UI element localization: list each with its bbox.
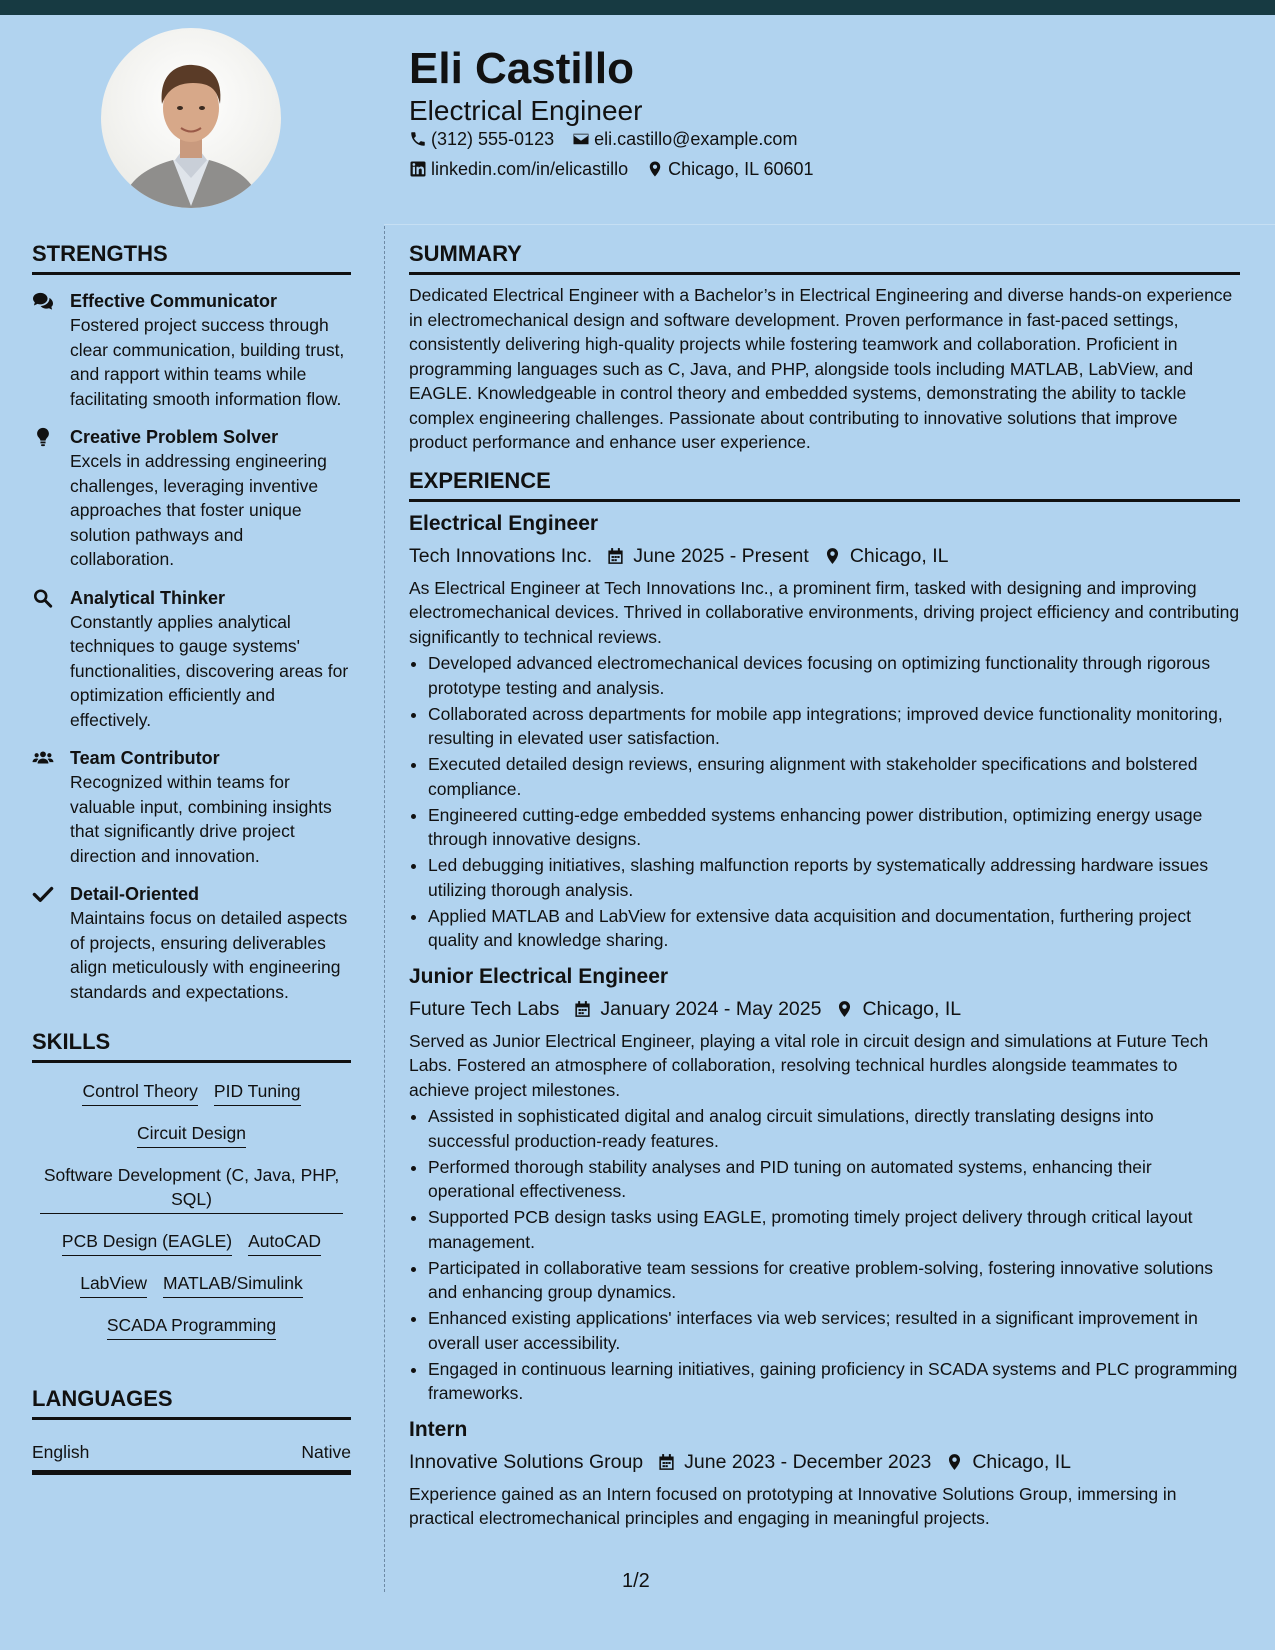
phone-text: (312) 555-0123 (431, 129, 555, 149)
strength-title: Effective Communicator (70, 291, 278, 311)
language-row (32, 1420, 351, 1475)
job-entry (409, 510, 1240, 953)
job-description: Served as Junior Electrical Engineer, playing a vital role in circuit design and simulations at Future Tech Labs. Fostered an atmosphere of collaboration, resolving technical hurdles alongside teammates to achieve project milestones. (409, 1030, 1209, 1100)
envelope-icon (572, 130, 590, 148)
linkedin-item[interactable] (409, 157, 628, 181)
bullet-item: • Enhanced existing applications' interfaces via web services; resulted in a significant improvement in overall user accessibility. (428, 1306, 1240, 1355)
bullet-item: • Developed advanced electromechanical devices focusing on optimizing functionality through rigorous prototype testing and analysis. (428, 651, 1240, 700)
skill-tag: LabView (80, 1271, 147, 1298)
company-name: Future Tech Labs (409, 997, 560, 1020)
strength-desc: Fostered project success through clear communication, building trust, and rapport within teams while facilitating smooth information flow. (70, 315, 345, 409)
calendar-icon (657, 1452, 676, 1472)
email-item[interactable] (572, 127, 797, 151)
experience-heading: EXPERIENCE (409, 463, 1240, 502)
job-title: Electrical Engineer (409, 511, 599, 535)
right-column (409, 236, 1240, 1531)
users-icon (32, 748, 54, 768)
skill-tag: SCADA Programming (107, 1313, 276, 1340)
strength-item (32, 425, 351, 572)
bullet-item: • Executed detailed design reviews, ensuring alignment with stakeholder specifications and bolstered compliance. (428, 752, 1240, 801)
column-divider (384, 226, 385, 1592)
job-location-item (945, 1448, 1071, 1476)
job-meta (409, 995, 1240, 1023)
job-entry (409, 1416, 1240, 1531)
language-name: English (32, 1442, 90, 1462)
job-title: Junior Electrical Engineer (409, 964, 669, 988)
skills-list (32, 1063, 351, 1357)
bullet-item: • Supported PCB design tasks using EAGLE, promoting timely project delivery through critical layout management. (428, 1205, 1240, 1254)
skill-tag: PCB Design (EAGLE) (62, 1229, 232, 1256)
strength-title: Analytical Thinker (70, 587, 226, 608)
bullet-item: • Led debugging initiatives, slashing malfunction reports by systematically addressing hardware issues utilizing thorough analysis. (428, 853, 1240, 902)
strength-desc: Constantly applies analytical techniques to gauge systems' functionalities, discovering areas for optimization efficiently and effectively. (70, 611, 349, 730)
job-location: Chicago, IL (849, 544, 949, 567)
map-pin-icon (646, 160, 664, 178)
strength-desc: Maintains focus on detailed aspects of projects, ensuring deliverables align meticulously with engineering standards and expectations. (70, 908, 348, 1002)
calendar-icon (573, 999, 592, 1019)
company-name: Tech Innovations Inc. (409, 544, 593, 567)
comments-icon (32, 291, 54, 311)
job-title: Intern (409, 1417, 468, 1441)
top-bar (0, 0, 1275, 15)
contact-row-2 (409, 157, 832, 181)
bullet-item: • Engaged in continuous learning initiatives, gaining proficiency in SCADA systems and PLC programming frameworks. (428, 1357, 1240, 1406)
location-item (646, 157, 813, 181)
bullet-item: • Assisted in sophisticated digital and analog circuit simulations, directly translating designs into successful production-ready features. (428, 1104, 1240, 1153)
strength-item (32, 746, 351, 868)
contact-row-1 (409, 127, 815, 151)
strength-desc: Recognized within teams for valuable input, combining insights that significantly drive project direction and innovation. (70, 772, 332, 866)
company-name: Innovative Solutions Group (409, 1450, 644, 1473)
job-description: As Electrical Engineer at Tech Innovations Inc., a prominent firm, tasked with designing and improving electromechanical devices. Thrived in collaborative environments, driving project efficiency and contributing significantly to technical reviews. (409, 577, 1240, 647)
phone-icon (409, 130, 427, 148)
profile-photo (101, 28, 281, 208)
map-pin-icon (835, 999, 854, 1019)
phone-item[interactable] (409, 127, 554, 151)
search-icon (32, 588, 54, 608)
job-dates-item (573, 995, 821, 1023)
skill-tag: MATLAB/Simulink (163, 1271, 303, 1298)
location-text: Chicago, IL 60601 (668, 159, 814, 179)
skill-tag: AutoCAD (248, 1229, 321, 1256)
job-meta (409, 542, 1240, 570)
job-location: Chicago, IL (972, 1450, 1071, 1473)
strength-item (32, 586, 351, 733)
job-dates: June 2025 - Present (633, 544, 809, 567)
skill-tag: Control Theory (82, 1079, 197, 1106)
language-level: Native (301, 1442, 351, 1462)
job-dates-item (606, 542, 809, 570)
strengths-heading: STRENGTHS (32, 236, 351, 275)
strength-title: Detail-Oriented (70, 884, 200, 904)
job-title-header: Electrical Engineer (409, 95, 643, 126)
summary-text: Dedicated Electrical Engineer with a Bachelor’s in Electrical Engineering and diverse hands-on experience in electromechanical design and software development. Proven performance in fast-paced settings, consistently delivering high-quality projects while fostering teamwork and collaboration. Proficient in programming languages such as C, Java, and PHP, alongside tools including MATLAB, LabView, and EAGLE. Knowledgeable in control theory and embedded systems, demonstrating the ability to tackle complex engineering challenges. Passionate about contributing to innovative solutions that improve product performance and enhance user experience. (409, 285, 1233, 452)
strength-item (32, 882, 351, 1004)
job-location: Chicago, IL (862, 997, 962, 1020)
job-dates-item (657, 1448, 931, 1476)
job-meta (409, 1448, 1240, 1476)
job-entry (409, 963, 1240, 1406)
bullet-item: • Participated in collaborative team sessions for creative problem-solving, fostering innovative solutions and enhancing group dynamics. (428, 1256, 1240, 1305)
skill-tag: Software Development (C, Java, PHP, SQL) (40, 1163, 343, 1214)
languages-heading: LANGUAGES (32, 1381, 351, 1420)
strength-desc: Excels in addressing engineering challenges, leveraging inventive approaches that foster unique solution pathways and collaboration. (70, 451, 327, 569)
check-icon (32, 884, 54, 904)
linkedin-icon (409, 160, 427, 178)
bullet-item: • Engineered cutting-edge embedded systems enhancing power distribution, optimizing energy usage through innovative designs. (428, 803, 1240, 852)
header-separator (384, 224, 1275, 225)
strength-title: Creative Problem Solver (70, 427, 279, 447)
job-location-item (835, 995, 961, 1023)
calendar-icon (606, 546, 625, 566)
job-location-item (823, 542, 949, 570)
summary-heading: SUMMARY (409, 236, 1240, 275)
skills-heading: SKILLS (32, 1024, 351, 1063)
portrait-icon (101, 28, 281, 208)
bullet-item: • Applied MATLAB and LabView for extensive data acquisition and documentation, furthering project quality and knowledge sharing. (428, 904, 1240, 953)
bullet-item: • Performed thorough stability analyses and PID tuning on automated systems, enhancing their operational effectiveness. (428, 1155, 1240, 1204)
job-description: Experience gained as an Intern focused on prototyping at Innovative Solutions Group, immersing in practical electromechanical principles and engaging in meaningful projects. (409, 1483, 1177, 1528)
bullet-item: • Collaborated across departments for mobile app integrations; improved device functionality monitoring, resulting in elevated user satisfaction. (428, 702, 1240, 751)
skill-tag: Circuit Design (137, 1121, 246, 1148)
skill-tag: PID Tuning (214, 1079, 301, 1106)
linkedin-text: linkedin.com/in/elicastillo (431, 159, 629, 179)
strength-title: Team Contributor (70, 748, 220, 768)
job-bullets (409, 1104, 1240, 1406)
job-dates: January 2024 - May 2025 (600, 997, 822, 1020)
job-bullets (409, 651, 1240, 953)
candidate-name: Eli Castillo (409, 44, 634, 93)
email-text: eli.castillo@example.com (594, 129, 798, 149)
left-column (32, 236, 351, 1475)
map-pin-icon (823, 546, 842, 566)
job-dates: June 2023 - December 2023 (684, 1450, 932, 1473)
strength-item (32, 289, 351, 411)
map-pin-icon (945, 1452, 964, 1472)
page-number: 1/2 (622, 1570, 650, 1592)
lightbulb-icon (32, 427, 54, 447)
